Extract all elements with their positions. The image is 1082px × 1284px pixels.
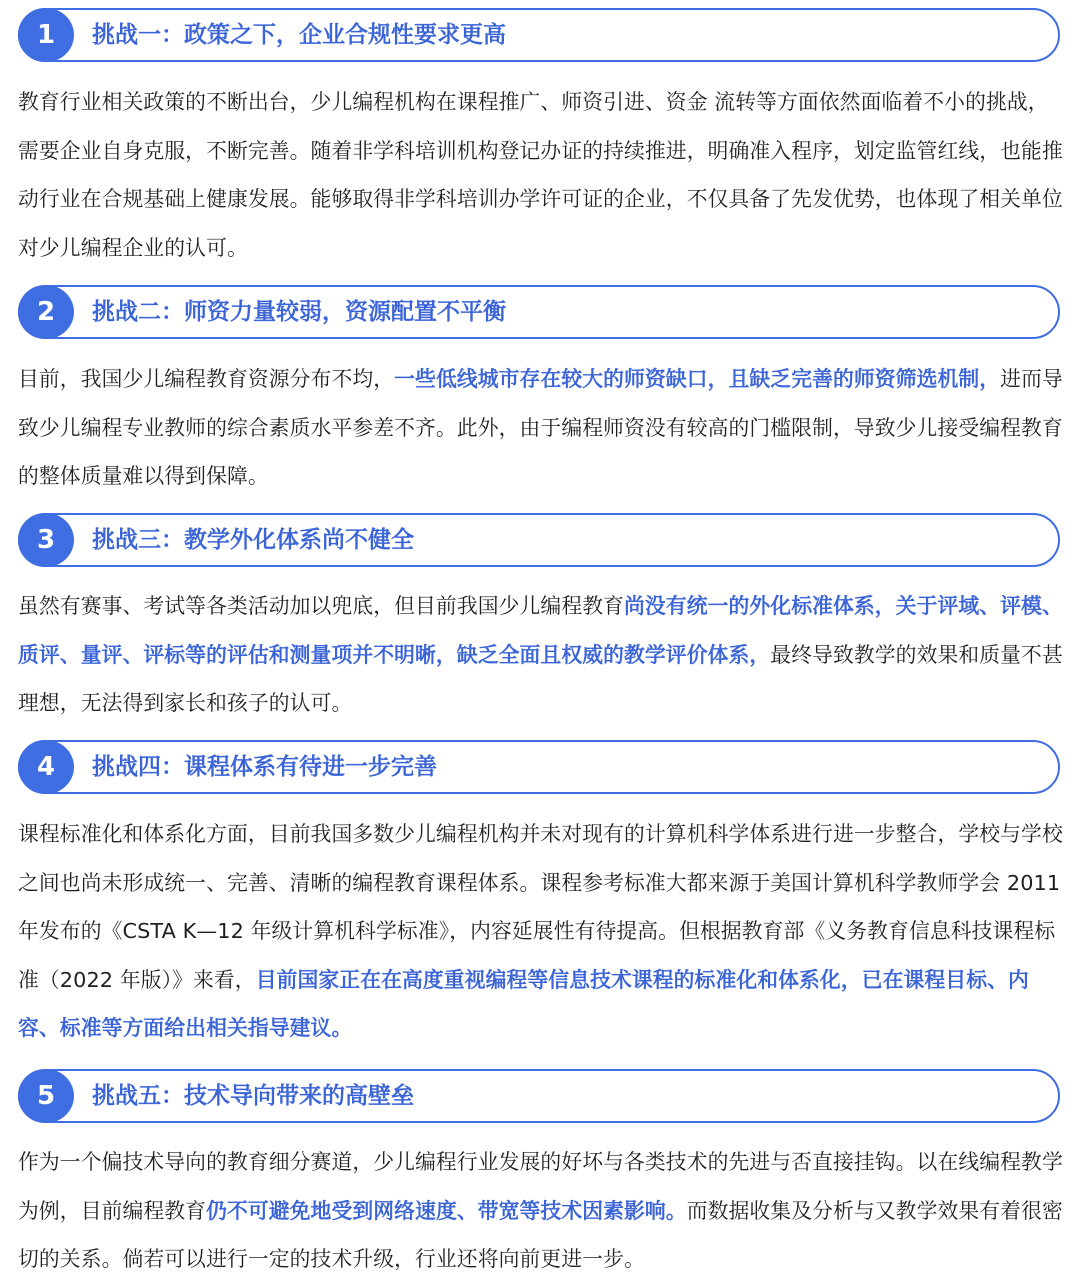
body-text: 教育行业相关政策的不断出台，少儿编程机构在课程推广、师资引进、资金 流转等方面依然面临着不小的挑战，需要企业自身克服，不断完善。随着非学科培训机构登记办证的持续推进，明确准入程序，划定监管红线，也能推动行业在合规基础上健康发展。能够取得非学科培训办学许可证的企业，不仅具备了先发优势，也体现了相关单位对少儿编程企业的认可。: [18, 90, 1063, 260]
section-title: 挑战二：师资力量较弱，资源配置不平衡: [92, 299, 506, 325]
section-body-5: [18, 1138, 1064, 1284]
body-text: 最终导致教学的效果和质量不甚理想，无法得到家长和孩子的认可。: [18, 642, 1063, 716]
section-number-badge: 5: [18, 1069, 74, 1123]
section-body-3: [18, 582, 1064, 728]
section-number-badge: 2: [18, 285, 74, 339]
section-header-1: [18, 8, 1060, 62]
section-header-3: [18, 513, 1060, 567]
highlighted-text: 仍不可避免地受到网络速度、带宽等技术因素影响。: [206, 1198, 687, 1223]
section-body-4: [18, 810, 1064, 1053]
body-text: 虽然有赛事、考试等各类活动加以兜底，但目前我国少儿编程教育: [18, 594, 625, 618]
section-number-badge: 4: [18, 740, 74, 794]
section-header-2: [18, 285, 1060, 339]
section-header-5: [18, 1069, 1060, 1123]
body-text: 进而导致少儿编程专业教师的综合素质水平参差不齐。此外，由于编程师资没有较高的门槛限制，导致少儿接受编程教育的整体质量难以得到保障。: [18, 367, 1063, 489]
section-header-4: [18, 740, 1060, 794]
section-title: 挑战三：教学外化体系尚不健全: [92, 527, 414, 553]
section-number-badge: 3: [18, 513, 74, 567]
section-number-badge: 1: [18, 8, 74, 62]
body-text: 课程标准化和体系化方面，目前我国多数少儿编程机构并未对现有的计算机科学体系进行进一步整合，学校与学校之间也尚未形成统一、完善、清晰的编程教育课程体系。课程参考标准大都来源于美国计算机科学教师学会 2011 年发布的《CSTA K—12 年级计算机科学标准》，内容延展性有待提高。但根据教育部《义务教育信息科技课程标准（2022 年版）》来看，: [18, 822, 1063, 992]
section-body-1: [18, 78, 1064, 272]
section-title: 挑战一：政策之下，企业合规性要求更高: [92, 22, 506, 48]
section-title: 挑战五：技术导向带来的高壁垒: [92, 1083, 414, 1109]
body-text: 目前，我国少儿编程教育资源分布不均，: [18, 367, 395, 391]
section-title: 挑战四：课程体系有待进一步完善: [92, 754, 437, 780]
body-text: 而数据收集及分析与又教学效果有着很密切的关系。倘若可以进行一定的技术升级，行业还将向前更进一步。: [18, 1198, 1063, 1272]
section-body-2: [18, 355, 1064, 501]
highlighted-text: 尚没有统一的外化标准体系，关于评域、评模、质评、量评、评标等的评估和测量项并不明晰，缺乏全面且权威的教学评价体系，: [18, 594, 1063, 667]
highlighted-text: 目前国家正在在高度重视编程等信息技术课程的标准化和体系化，已在课程目标、内容、标准等方面给出相关指导建议。: [18, 967, 1029, 1041]
body-text: 作为一个偏技术导向的教育细分赛道，少儿编程行业发展的好坏与各类技术的先进与否直接挂钩。以在线编程教学为例，目前编程教育: [18, 1150, 1063, 1223]
highlighted-text: 一些低线城市存在较大的师资缺口，且缺乏完善的师资筛选机制，: [394, 367, 1001, 391]
